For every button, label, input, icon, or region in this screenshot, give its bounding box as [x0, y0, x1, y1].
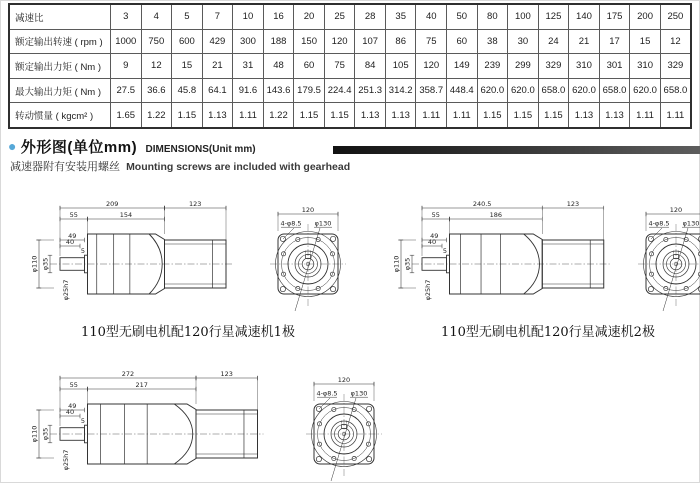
table-cell: 21 [202, 54, 233, 79]
table-cell: 310 [569, 54, 600, 79]
table-cell: 299 [508, 54, 539, 79]
table-cell: 179.5 [294, 78, 325, 103]
section-subtitle [10, 158, 350, 174]
table-cell: 17 [599, 29, 630, 54]
table-cell: 120 [324, 29, 355, 54]
table-cell: 200 [630, 4, 661, 29]
svg-text:4-φ8.5: 4-φ8.5 [648, 219, 671, 228]
section-title-en: DIMENSIONS(Unit mm) [145, 144, 256, 155]
row-label: 最大输出力矩 ( Nm ) [9, 78, 111, 103]
svg-text:272: 272 [121, 370, 135, 379]
table-cell: 24 [538, 29, 569, 54]
svg-text:5: 5 [80, 247, 86, 255]
table-cell: 300 [233, 29, 264, 54]
svg-text:φ35: φ35 [403, 257, 412, 271]
table-cell: 30 [508, 29, 539, 54]
svg-text:154: 154 [119, 211, 133, 220]
table-row [9, 78, 691, 103]
table-cell: 1.15 [538, 103, 569, 128]
svg-text:φ35: φ35 [41, 257, 50, 271]
table-cell: 251.3 [355, 78, 386, 103]
table-cell: 100 [508, 4, 539, 29]
svg-text:120: 120 [670, 206, 683, 215]
table-cell: 1.13 [385, 103, 416, 128]
table-cell: 1.15 [172, 103, 203, 128]
svg-text:φ130: φ130 [683, 219, 700, 228]
divider-bar [333, 146, 700, 154]
table-cell: 429 [202, 29, 233, 54]
table-cell: 301 [599, 54, 630, 79]
row-label: 转动惯量 ( kgcm² ) [9, 103, 111, 128]
svg-text:55: 55 [69, 381, 78, 390]
table-row [9, 54, 691, 79]
table-cell: 21 [569, 29, 600, 54]
table-cell: 20 [294, 4, 325, 29]
table-cell: 1.65 [111, 103, 142, 128]
svg-text:209: 209 [106, 200, 119, 209]
bullet-icon: ● [8, 138, 17, 154]
table-row [9, 4, 691, 29]
table-cell: 75 [324, 54, 355, 79]
table-cell: 175 [599, 4, 630, 29]
svg-text:φ110: φ110 [30, 425, 39, 443]
table-cell: 3 [111, 4, 142, 29]
svg-text:φ25h7: φ25h7 [62, 279, 70, 301]
table-cell: 120 [416, 54, 447, 79]
table-cell: 48 [263, 54, 294, 79]
table-cell: 31 [233, 54, 264, 79]
table-cell: 125 [538, 4, 569, 29]
table-cell: 620.0 [508, 78, 539, 103]
drawing-1-front-view [248, 186, 356, 331]
table-cell: 64.1 [202, 78, 233, 103]
svg-text:4-φ8.5: 4-φ8.5 [316, 389, 339, 398]
table-cell: 28 [355, 4, 386, 29]
drawing-1 [30, 186, 346, 340]
table-cell: 1.11 [233, 103, 264, 128]
table-cell: 1.22 [141, 103, 172, 128]
svg-text:123: 123 [189, 200, 202, 209]
svg-text:φ130: φ130 [315, 219, 332, 228]
table-cell: 1000 [111, 29, 142, 54]
svg-text:40: 40 [65, 238, 75, 247]
table-cell: 314.2 [385, 78, 416, 103]
table-cell: 1.13 [355, 103, 386, 128]
table-cell: 60 [294, 54, 325, 79]
table-cell: 658.0 [660, 78, 691, 103]
svg-text:55: 55 [69, 211, 78, 220]
svg-text:4-φ8.5: 4-φ8.5 [280, 219, 303, 228]
table-cell: 1.11 [630, 103, 661, 128]
drawing-2 [392, 186, 700, 340]
table-cell: 140 [569, 4, 600, 29]
table-cell: 75 [416, 29, 447, 54]
table-cell: 5 [172, 4, 203, 29]
drawing-2-front-view [626, 186, 700, 331]
table-cell: 658.0 [538, 78, 569, 103]
svg-text:55: 55 [431, 211, 440, 220]
table-cell: 25 [324, 4, 355, 29]
table-cell: 15 [630, 29, 661, 54]
table-cell: 1.13 [599, 103, 630, 128]
table-cell: 239 [477, 54, 508, 79]
spec-table [8, 3, 692, 129]
svg-text:123: 123 [566, 200, 580, 209]
drawing-1-side-view [30, 186, 238, 331]
table-cell: 150 [294, 29, 325, 54]
svg-text:φ130: φ130 [351, 389, 368, 398]
section-subtitle-en: Mounting screws are included with gearhead [126, 161, 351, 173]
table-cell: 620.0 [477, 78, 508, 103]
drawing-1-caption: 110型无刷电机配120行星减速机1极 [81, 325, 295, 340]
table-cell: 1.13 [202, 103, 233, 128]
table-cell: 750 [141, 29, 172, 54]
table-cell: 1.15 [294, 103, 325, 128]
table-cell: 1.13 [569, 103, 600, 128]
table-cell: 4 [141, 4, 172, 29]
table-cell: 45.8 [172, 78, 203, 103]
table-cell: 224.4 [324, 78, 355, 103]
row-label: 减速比 [9, 4, 111, 29]
table-cell: 15 [172, 54, 203, 79]
table-cell: 600 [172, 29, 203, 54]
table-cell: 1.11 [447, 103, 478, 128]
svg-text:40: 40 [427, 238, 437, 247]
table-cell: 1.15 [477, 103, 508, 128]
table-cell: 358.7 [416, 78, 447, 103]
drawing-3-side-view [30, 356, 270, 483]
row-label: 额定输出转速 ( rpm ) [9, 29, 111, 54]
table-cell: 50 [447, 4, 478, 29]
svg-text:49: 49 [68, 232, 77, 241]
svg-text:120: 120 [338, 376, 351, 385]
table-cell: 27.5 [111, 78, 142, 103]
table-row [9, 103, 691, 128]
table-cell: 40 [416, 4, 447, 29]
table-cell: 1.11 [660, 103, 691, 128]
svg-text:49: 49 [68, 402, 77, 411]
table-cell: 38 [477, 29, 508, 54]
table-cell: 16 [263, 4, 294, 29]
table-cell: 1.15 [324, 103, 355, 128]
table-cell: 105 [385, 54, 416, 79]
table-cell: 448.4 [447, 78, 478, 103]
table-cell: 620.0 [630, 78, 661, 103]
table-cell: 1.22 [263, 103, 294, 128]
drawing-3-front-view [280, 356, 396, 483]
table-cell: 1.11 [416, 103, 447, 128]
table-cell: 250 [660, 4, 691, 29]
table-cell: 84 [355, 54, 386, 79]
svg-text:123: 123 [220, 370, 233, 379]
drawing-2-caption: 110型无刷电机配120行星减速机2极 [441, 325, 655, 340]
section-heading [8, 136, 256, 157]
svg-text:φ25h7: φ25h7 [62, 449, 70, 471]
drawing-3 [30, 356, 386, 483]
table-cell: 1.15 [508, 103, 539, 128]
table-cell: 9 [111, 54, 142, 79]
svg-text:120: 120 [302, 206, 315, 215]
table-cell: 35 [385, 4, 416, 29]
section-subtitle-zh: 减速器附有安装用螺丝 [10, 161, 120, 173]
table-cell: 658.0 [599, 78, 630, 103]
table-cell: 7 [202, 4, 233, 29]
svg-text:217: 217 [135, 381, 148, 390]
table-cell: 12 [660, 29, 691, 54]
table-cell: 60 [447, 29, 478, 54]
table-cell: 91.6 [233, 78, 264, 103]
svg-text:φ110: φ110 [392, 255, 401, 273]
table-cell: 10 [233, 4, 264, 29]
section-title-zh: 外形图(单位mm) [20, 139, 138, 156]
table-cell: 329 [660, 54, 691, 79]
table-cell: 36.6 [141, 78, 172, 103]
svg-text:φ35: φ35 [41, 427, 50, 441]
svg-text:49: 49 [430, 232, 439, 241]
svg-text:5: 5 [80, 417, 86, 425]
table-cell: 310 [630, 54, 661, 79]
table-cell: 149 [447, 54, 478, 79]
svg-text:186: 186 [489, 211, 503, 220]
drawing-2-side-view [392, 186, 616, 331]
row-label: 额定输出力矩 ( Nm ) [9, 54, 111, 79]
table-cell: 107 [355, 29, 386, 54]
table-cell: 80 [477, 4, 508, 29]
svg-text:φ110: φ110 [30, 255, 39, 273]
table-cell: 86 [385, 29, 416, 54]
svg-text:φ25h7: φ25h7 [424, 279, 432, 301]
table-cell: 12 [141, 54, 172, 79]
table-cell: 188 [263, 29, 294, 54]
table-row [9, 29, 691, 54]
table-cell: 329 [538, 54, 569, 79]
svg-text:5: 5 [442, 247, 448, 255]
svg-text:40: 40 [65, 408, 75, 417]
spec-table-body [9, 4, 691, 128]
table-cell: 620.0 [569, 78, 600, 103]
table-cell: 143.6 [263, 78, 294, 103]
svg-text:240.5: 240.5 [472, 200, 492, 209]
